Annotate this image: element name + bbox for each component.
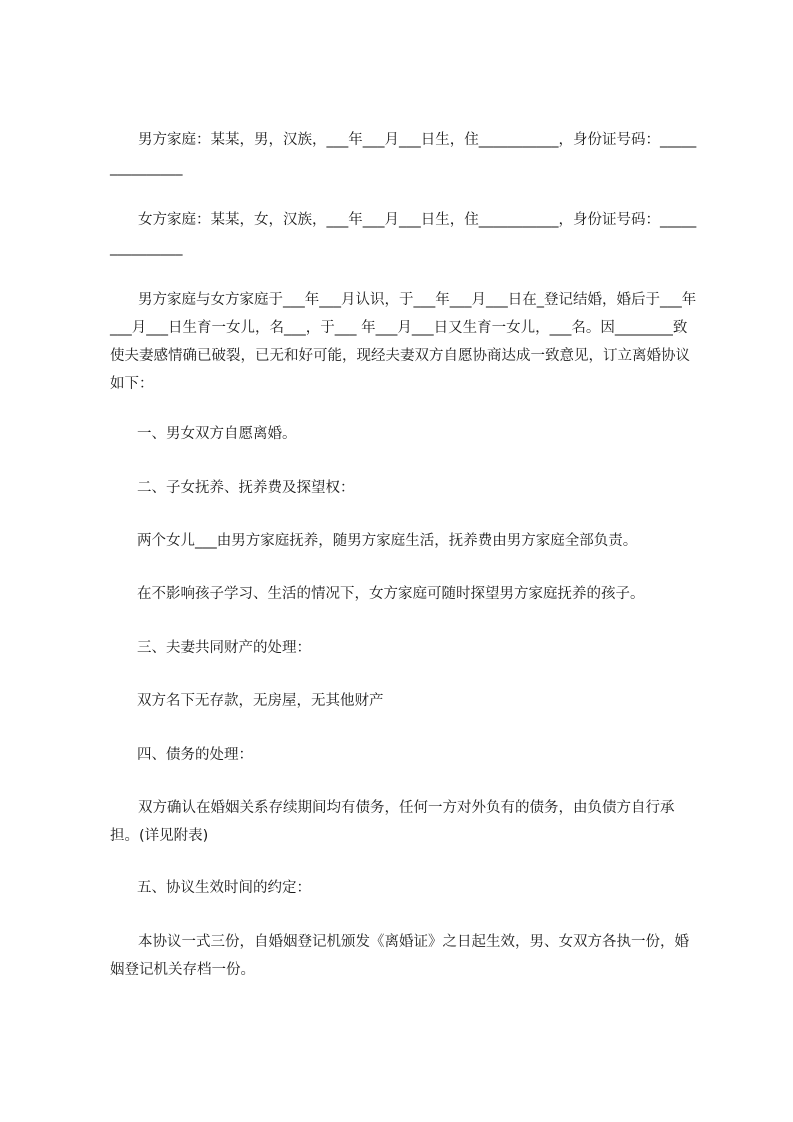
marriage-background: 男方家庭与女方家庭于___年___月认识，于___年___月___日在_登记结婚，婚后于___年___月___日生育一女儿，名___，于___ 年___月___日又生育一女儿，___名。因________致使夫妻感情确已破裂，已无和好可能，现经夫妻双方自愿协商达成一致意见，订立离婚协议如下： — [110, 292, 697, 392]
female-party-info: 女方家庭：某某，女，汉族，___年___月___日生，住___________，身份证号码：_______________ — [110, 212, 697, 256]
clause-4-heading: 四、债务的处理： — [137, 747, 253, 763]
clause-2-heading: 二、子女抚养、抚养费及探望权： — [137, 480, 355, 496]
property-paragraph: 双方名下无存款，无房屋，无其他财产 — [137, 693, 384, 709]
male-party-info: 男方家庭：某某，男，汉族，___年___月___日生，住___________，身份证号码：_______________ — [110, 132, 697, 176]
visitation-paragraph: 在不影响孩子学习、生活的情况下，女方家庭可随时探望男方家庭抚养的孩子。 — [137, 586, 645, 602]
effective-date-paragraph: 本协议一式三份，自婚姻登记机颁发《离婚证》之日起生效，男、女双方各执一份，婚姻登记机关存档一份。 — [110, 934, 689, 978]
custody-paragraph: 两个女儿___由男方家庭抚养，随男方家庭生活，抚养费由男方家庭全部负责。 — [137, 533, 638, 549]
clause-1-heading: 一、男女双方自愿离婚。 — [137, 426, 297, 442]
clause-5-heading: 五、协议生效时间的约定： — [137, 880, 311, 896]
debt-paragraph: 双方确认在婚姻关系存续期间均有债务，任何一方对外负有的债务，由负债方自行承担。(详见附表) — [110, 800, 675, 844]
clause-3-heading: 三、夫妻共同财产的处理： — [137, 640, 311, 656]
